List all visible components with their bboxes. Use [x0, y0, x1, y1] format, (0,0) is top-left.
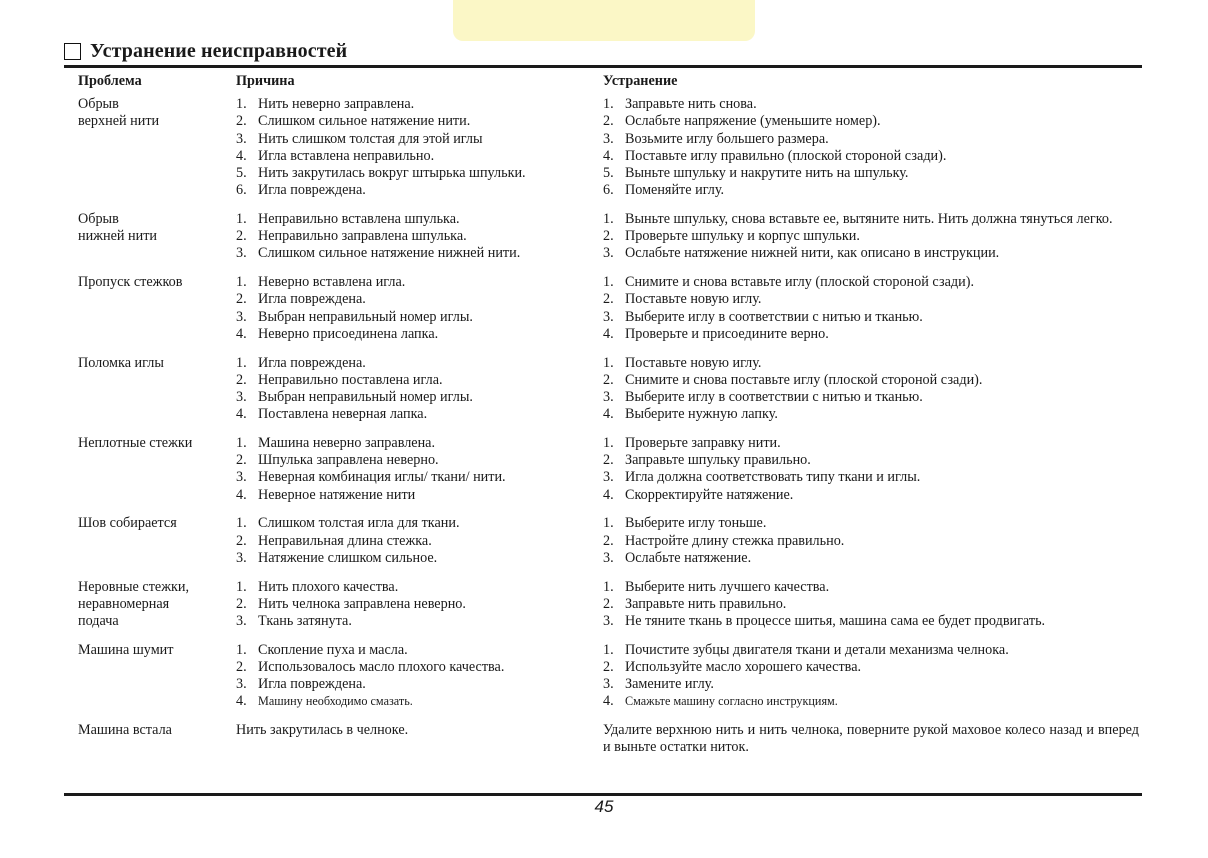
solution-item: 4. Выберите нужную лапку.: [603, 406, 778, 423]
page-number: 45: [594, 797, 614, 816]
cause-item: 2. Неправильно заправлена шпулька.: [236, 228, 467, 245]
cause-cell: [236, 355, 603, 424]
cause-item: 4. Поставлена неверная лапка.: [236, 406, 428, 423]
cause-cell: [236, 579, 603, 631]
solution-item: 3. Не тяните ткань в процессе шитья, машина сама ее будет продвигать.: [603, 613, 1046, 630]
problem-line: Неплотные стежки: [78, 435, 193, 452]
solution-item: 3. Ослабьте натяжение.: [603, 549, 752, 566]
solution-item: 2. Поставьте новую иглу.: [603, 291, 762, 308]
cause-item: 3. Ткань затянута.: [236, 613, 352, 630]
solution-item: 5. Выньте шпульку и накрутите нить на шпульку.: [603, 165, 909, 182]
cause-item: 1. Машина неверно заправлена.: [236, 435, 436, 452]
cause-cell: [236, 722, 603, 756]
solution-item: 3. Выберите иглу в соответствии с нитью и тканью.: [603, 389, 923, 406]
problem-cell: [78, 579, 236, 631]
solution-cell: [603, 96, 1139, 199]
cause-item: 4. Неверно присоединена лапка.: [236, 325, 439, 342]
problem-line: Машина шумит: [78, 641, 174, 658]
top-rule: [64, 65, 1142, 68]
table-row: [78, 515, 1142, 567]
cause-item: 5. Нить закрутилась вокруг штырька шпульки.: [236, 165, 526, 182]
solution-item: 1. Снимите и снова вставьте иглу (плоской стороной сзади).: [603, 274, 975, 291]
table-row: [78, 435, 1142, 504]
problem-line: нижней нити: [78, 228, 157, 245]
bottom-rule: [64, 793, 1142, 796]
cause-item: 3. Слишком сильное натяжение нижней нити.: [236, 245, 521, 262]
problem-cell: [78, 435, 236, 504]
problem-cell: [78, 355, 236, 424]
problem-line: Машина встала: [78, 722, 172, 739]
problem-line: Обрыв: [78, 211, 119, 228]
solution-item: 3. Выберите иглу в соответствии с нитью и тканью.: [603, 308, 923, 325]
cause-item: 3. Неверная комбинация иглы/ ткани/ нити.: [236, 469, 506, 486]
cause-item: 3. Натяжение слишком сильное.: [236, 549, 438, 566]
page-title: Устранение неисправностей: [90, 39, 348, 62]
problem-line: Поломка иглы: [78, 354, 164, 371]
solution-item: 4. Проверьте и присоедините верно.: [603, 325, 829, 342]
solution-item: 4. Поставьте иглу правильно (плоской стороной сзади).: [603, 147, 947, 164]
cause-item: 3. Нить слишком толстая для этой иглы: [236, 130, 483, 147]
section-marker-box: [64, 43, 81, 60]
cause-item: 2. Шпулька заправлена неверно.: [236, 452, 439, 469]
solution-item: 4. Смажьте машину согласно инструкциям.: [603, 693, 838, 710]
cause-item: 1. Скопление пуха и масла.: [236, 641, 408, 658]
cause-cell: [236, 274, 603, 343]
solution-item: 2. Проверьте шпульку и корпус шпульки.: [603, 228, 860, 245]
cause-item: 2. Игла повреждена.: [236, 291, 366, 308]
table-row: [78, 355, 1142, 424]
header-tab: [453, 0, 755, 41]
table-row: [78, 722, 1142, 756]
solution-cell: [603, 579, 1139, 631]
solution-cell: [603, 355, 1139, 424]
solution-cell: [603, 515, 1139, 567]
solution-cell: [603, 274, 1139, 343]
cause-item: 2. Использовалось масло плохого качества.: [236, 659, 505, 676]
cause-cell: [236, 96, 603, 199]
cause-text: Нить закрутилась в челноке.: [236, 722, 409, 739]
solution-item: 2. Используйте масло хорошего качества.: [603, 659, 862, 676]
section-heading: [64, 38, 347, 64]
solution-cell: [603, 211, 1139, 263]
solution-item: 3. Возьмите иглу большего размера.: [603, 130, 829, 147]
cause-item: 2. Неправильная длина стежка.: [236, 532, 432, 549]
solution-item: 3. Замените иглу.: [603, 676, 714, 693]
solution-item: 2. Снимите и снова поставьте иглу (плоской стороной сзади).: [603, 371, 983, 388]
solution-cell: [603, 722, 1139, 756]
cause-item: 1. Игла повреждена.: [236, 354, 366, 371]
cause-item: 3. Игла повреждена.: [236, 676, 366, 693]
solution-item: 1. Выньте шпульку, снова вставьте ее, вытяните нить. Нить должна тянуться легко.: [603, 211, 1113, 228]
cause-item: 2. Слишком сильное натяжение нити.: [236, 113, 471, 130]
problem-cell: [78, 96, 236, 199]
solution-cell: [603, 435, 1139, 504]
table-row: [78, 579, 1142, 631]
problem-cell: [78, 211, 236, 263]
solution-item: 4. Скорректируйте натяжение.: [603, 486, 794, 503]
cause-item: 3. Выбран неправильный номер иглы.: [236, 389, 473, 406]
solution-item: 2. Настройте длину стежка правильно.: [603, 532, 845, 549]
solution-item: 1. Выберите иглу тоньше.: [603, 515, 767, 532]
cause-item: 1. Неправильно вставлена шпулька.: [236, 211, 460, 228]
solution-text: Удалите верхнюю нить и нить челнока, поверните рукой маховое колесо назад и вперед и выньте остатки ниток.: [603, 722, 1139, 756]
cause-item: 1. Нить неверно заправлена.: [236, 96, 415, 113]
solution-item: 1. Почистите зубцы двигателя ткани и детали механизма челнока.: [603, 641, 1009, 658]
cause-cell: [236, 211, 603, 263]
solution-item: 6. Поменяйте иглу.: [603, 182, 725, 199]
solution-item: 1. Выберите нить лучшего качества.: [603, 578, 830, 595]
problem-cell: [78, 642, 236, 711]
cause-item: 1. Неверно вставлена игла.: [236, 274, 406, 291]
table-row: [78, 274, 1142, 343]
solution-item: 3. Игла должна соответствовать типу ткани и иглы.: [603, 469, 921, 486]
problem-line: верхней нити: [78, 113, 160, 130]
problem-line: неравномерная: [78, 595, 170, 612]
cause-item: 6. Игла повреждена.: [236, 182, 366, 199]
cause-item: 4. Машину необходимо смазать.: [236, 693, 413, 710]
table-header: [78, 73, 1142, 90]
troubleshooting-table: [78, 73, 1142, 768]
problem-cell: [78, 274, 236, 343]
problem-line: Шов собирается: [78, 515, 177, 532]
cause-item: 1. Нить плохого качества.: [236, 578, 399, 595]
solution-item: 2. Заправьте нить правильно.: [603, 595, 787, 612]
solution-item: 2. Ослабьте напряжение (уменьшите номер).: [603, 113, 881, 130]
cause-item: 2. Нить челнока заправлена неверно.: [236, 595, 466, 612]
problem-cell: [78, 722, 236, 756]
problem-line: Пропуск стежков: [78, 274, 183, 291]
problem-cell: [78, 515, 236, 567]
header-cause: Причина: [236, 73, 295, 89]
cause-cell: [236, 515, 603, 567]
solution-item: 2. Заправьте шпульку правильно.: [603, 452, 811, 469]
cause-item: 4. Неверное натяжение нити: [236, 486, 416, 503]
header-problem: Проблема: [78, 73, 142, 89]
solution-cell: [603, 642, 1139, 711]
cause-item: 2. Неправильно поставлена игла.: [236, 371, 443, 388]
problem-line: Неровные стежки,: [78, 578, 190, 595]
cause-item: 3. Выбран неправильный номер иглы.: [236, 308, 473, 325]
table-row: [78, 211, 1142, 263]
header-solution: Устранение: [603, 73, 678, 89]
cause-cell: [236, 642, 603, 711]
cause-item: 4. Игла вставлена неправильно.: [236, 147, 435, 164]
table-row: [78, 96, 1142, 199]
solution-item: 1. Заправьте нить снова.: [603, 96, 757, 113]
solution-item: 3. Ослабьте натяжение нижней нити, как описано в инструкции.: [603, 245, 1000, 262]
table-row: [78, 642, 1142, 711]
problem-line: Обрыв: [78, 96, 119, 113]
solution-item: 1. Поставьте новую иглу.: [603, 354, 762, 371]
solution-item: 1. Проверьте заправку нити.: [603, 435, 781, 452]
cause-item: 1. Слишком толстая игла для ткани.: [236, 515, 460, 532]
problem-line: подача: [78, 613, 119, 630]
cause-cell: [236, 435, 603, 504]
